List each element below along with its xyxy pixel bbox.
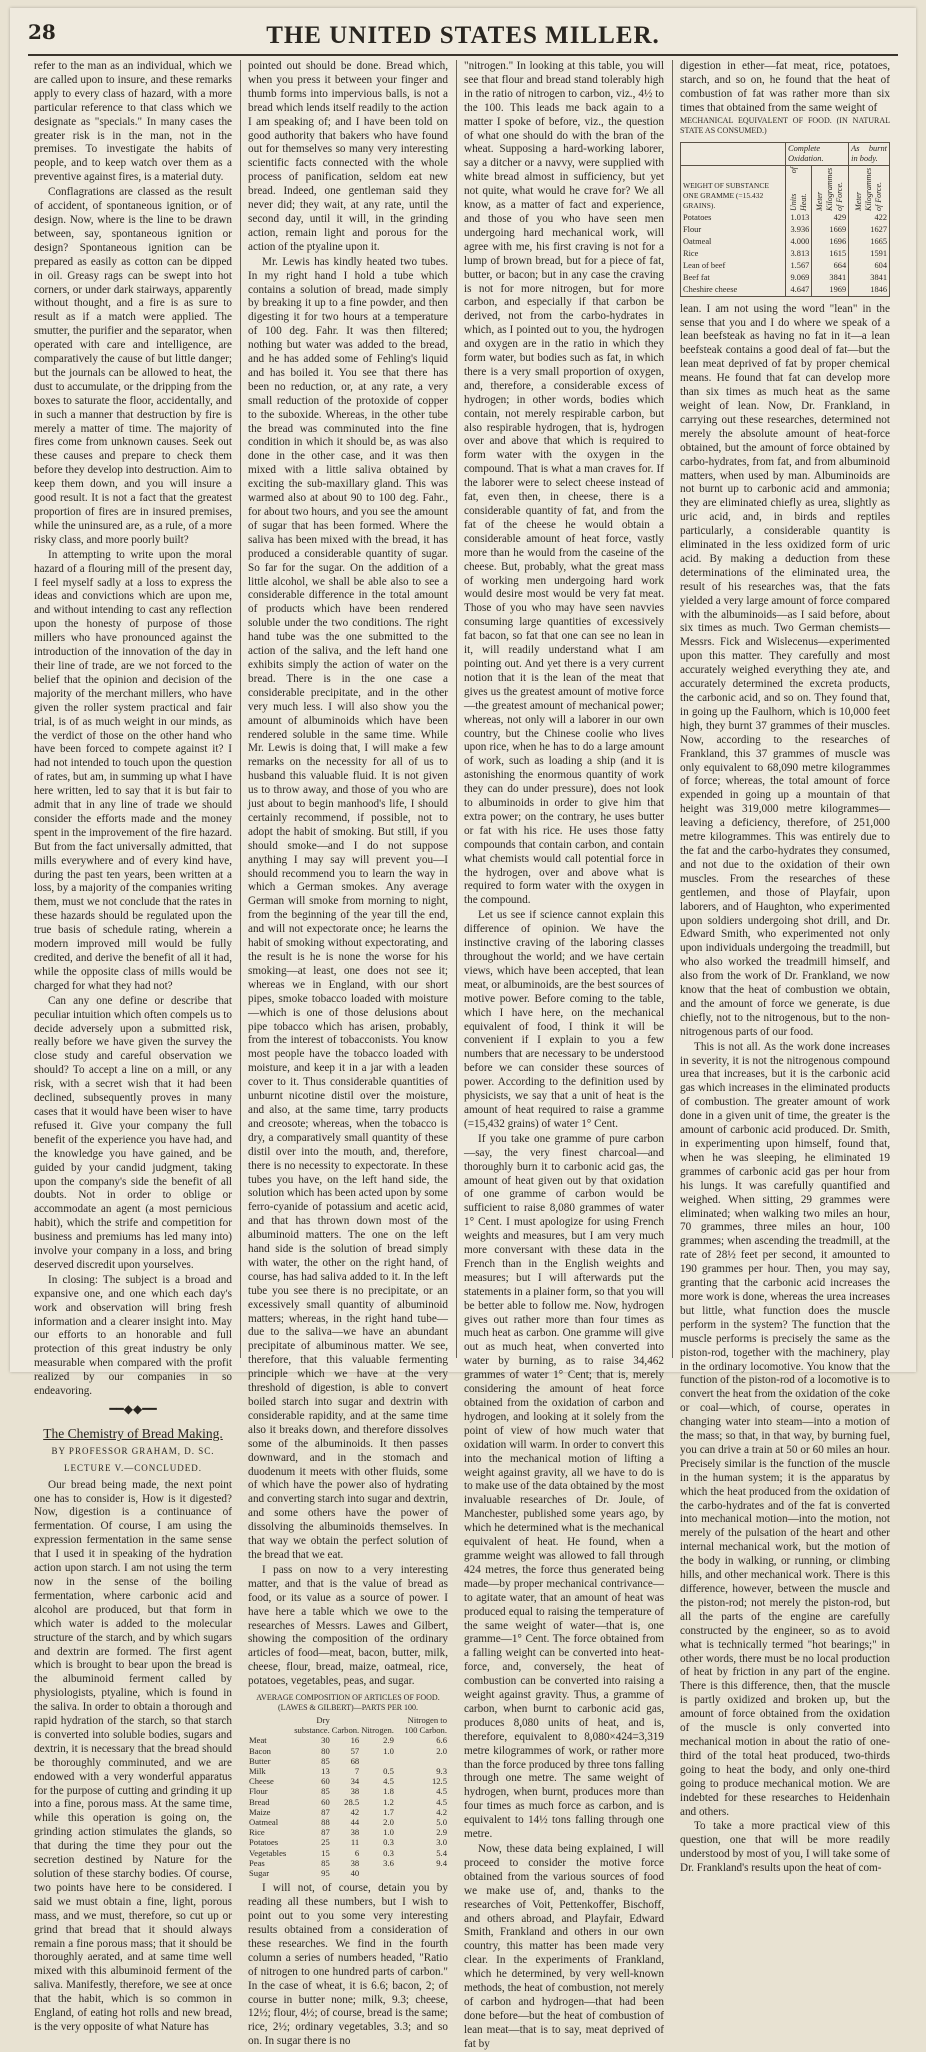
table-cell: 2.0 [436, 1745, 447, 1756]
table-cell: 4.5 [436, 1786, 447, 1797]
table-cell: 1.0 [383, 1827, 394, 1838]
table-cell: 1.013 [786, 212, 812, 224]
table-cell [395, 1868, 448, 1878]
table-row [248, 1837, 448, 1847]
table-cell: 38 [350, 1857, 360, 1868]
group-header-complete: Complete Oxidation. [786, 142, 849, 165]
column-header: Meter Kilogrammes of Force. [849, 165, 890, 212]
table-cell: 85 [321, 1857, 330, 1868]
table-row [248, 1817, 448, 1827]
table-cell: 422 [849, 212, 890, 224]
table-cell: 1615 [812, 248, 849, 260]
table-cell: 60 [321, 1776, 330, 1787]
column-4 [680, 60, 891, 1875]
row-label: Bread [249, 1796, 270, 1807]
table-row [248, 1776, 448, 1786]
column-3 [464, 60, 664, 2050]
table-cell: 6 [354, 1847, 360, 1858]
table-cell: 4.647 [786, 284, 812, 297]
table-cell: 2.9 [383, 1735, 394, 1746]
table-cell: 0.3 [383, 1847, 394, 1858]
table-cell: 1.0 [383, 1745, 394, 1756]
table-cell: 1.567 [786, 260, 812, 272]
article-title: The Chemistry of Bread Making. [43, 1425, 223, 1441]
group-header-burnt: As burnt in body. [849, 142, 890, 165]
table-cell: 664 [812, 260, 849, 272]
table-cell: 3.813 [786, 248, 812, 260]
paragraph: "nitrogen." In looking at this table, you will see that flour and bread stand tolerably high in the ratio of nitrogen to carbon, viz., 4½ to the 100. This leads me back again to a matter I spoke of before, viz., the question of what one should do with the bran of the wheat. Supposing a hard-working laborer, say a ditcher or a navvy, were supplied with white bread almost in sufficiency, but yet not quite, what would he crave for? We all know, as a matter of fact and experience, and those of you who have seen men undergoing hard mechanical work, will agree with me, his first craving is not for a lump of brown bread, but for a piece of fat, butter, or bacon; but in any case the craving is not for more nitrogen, but for more carbon, and especially if that carbon be derived, not from the carbo-hydrates in which, as I pointed out to you, the hydrogen and oxygen are in the ratio in which they form water, but bodies such as fat, in which there is a very small proportion of oxygen, and, therefore, a considerable excess of hydrogen; in other words, bodies which contain, not merely respirable carbon, but also respirable hydrogen, that is, hydrogen over and above that which is required to form water with the oxygen in the compound. That is what a man craves for. If the laborer were to select cheese instead of fat, even then, in cheese, there is a considerable quantity of fat, and from the fat of the cheese he would obtain a considerable amount of heat force, vastly more than he would from the caseine of the cheese. But, probably, what the great mass of working men undergoing hard work would desire most would be very fat meat. Those of you who may have seen navvies consuming large quantities of excessively fat bacon, so fat that one can see no lean in it, will readily understand what I am pointing out. And yet there is a very current notion that it is the lean of the meat that gives us the greatest amount of motive force—the greatest amount of mechanical power; whereas, not only will a laborer in our own country, but the Chinese coolie who lives upon rice, when he has to do a large amount of work, such as loading a ship (and it is astonishing the enormous quantity of work they can do under pressure), does not look to albuminoids in order to give him that extra power; on the contrary, he uses butter or fat with his rice. He uses those fatty compounds that contain carbon, and contain what chemists would call potential force in the hydrogen, over and above what is required to form water with the oxygen in the compound. [464, 60, 664, 907]
table-cell: 85 [321, 1755, 330, 1766]
column-rule [672, 60, 673, 1358]
table-cell: 4.000 [786, 236, 812, 248]
section-ornament: ━━◆◆━━ [109, 1402, 157, 1416]
table-cell: 15 [321, 1847, 330, 1858]
table-cell: 6.6 [436, 1735, 447, 1746]
row-label: Flour [249, 1786, 268, 1797]
table-cell: 25 [321, 1837, 330, 1848]
masthead-title: THE UNITED STATES MILLER. [266, 22, 660, 49]
table-cell: 3841 [849, 272, 890, 284]
table-cell: 85 [321, 1786, 330, 1797]
column-1 [34, 60, 232, 2033]
column-header: Dry substance. [294, 1715, 330, 1736]
table-cell: 1591 [849, 248, 890, 260]
table-cell: 68 [350, 1755, 360, 1766]
column-header: Units of Heat. [786, 165, 812, 212]
table-cell: 42 [350, 1806, 360, 1817]
paragraph: In closing: The subject is a broad and expansive one, and one which each day's work and observation will bring fresh information and a clearer insight into. May our efforts to an honorable and full protection of this great industry be only measurable when compared with the profit realized by our companies in so endeavoring. [34, 1273, 232, 1398]
row-label: Peas [249, 1857, 265, 1868]
column-header: Nitrogen. [361, 1725, 394, 1736]
paragraph: I will not, of course, detain you by reading all these numbers, but I wish to point out to you some very interesting results obtained from a consideration of these researches. We find in the fourth column a series of numbers headed, "Ratio of nitrogen to one hundred parts of carbon." In the case of wheat, it is 6.6; bacon, 2; of course in butter none; milk, 9.3; cheese, 12½; flour, 4½; of course, bread is the same; rice, 2½; ordinary vegetables, 3.3; and so on. In sugar there is no [248, 1882, 448, 2048]
newspaper-page [10, 8, 916, 2050]
table-row [248, 1735, 448, 1745]
paragraph: If you take one gramme of pure carbon—say, the very finest charcoal—and thoroughly burn it to carbonic acid gas, the amount of heat given out by that oxidation of one gramme of carbon would be sufficient to raise 8,080 grammes of water 1° Cent. I must apologize for using French weights and measures, but I am very much more conversant with these data in the French than in the English weights and measures; but I will afterwards put the statements in a plainer form, so that you will be better able to follow me. Now, hydrogen gives out rather more than four times as much heat as carbon. One gramme will give out as much heat, when converted into water by burning, as to raise 34,462 grammes of water 1° Cent; that is, merely considering the amount of heat force obtained from the oxidation of carbon and hydrogen, and looking at it solely from the point of view of how much water that oxidation will warm. In order to convert this into the mechanical motion of lifting a weight against gravity, all we have to do is to make use of the data obtained by the most invaluable researches of Dr. Joule, of Manchester, published some years ago, by which he determined what is the mechanical equivalent of heat. He found, when a gramme weight was allowed to fall through 424 metres, the force thus generated being made—by proper mechanical contrivance—to agitate water, that an amount of heat was produced equal to raising the temperature of the same weight of water—that is, one gramme—1° Cent. The force obtained from a falling weight can be converted into heat-force, and, conversely, the heat of combustion can be converted into raising a weight against gravity. Thus, a gramme of carbon, when burnt to carbonic acid gas, produces 8,080 units of heat, and is, therefore, equivalent to 8,080×424=3,319 metre kilogrammes of work, or rather more than the force produced by three tons falling through one metre. The same weight of hydrogen, when burnt, produces more than four times as much force as carbon, and is equivalent to 14½ tons falling through one metre. [464, 1132, 664, 1841]
table-row [681, 224, 890, 236]
paragraph: Can any one define or describe that peculiar intuition which often compels us to decide adversely upon a submitted risk, really before we have given the survey the close study and careful observation we should? To accept a line on a mill, or any risk, with a secret wish that it had been declined, subsequently proves in many cases that it would have been wiser to have refused it. Give your company the full benefit of the experience you have had, and the knowledge you have gained, and be guided by your candid judgment, taking upon the company's side the benefit of all doubts. Not in order to oblige or accommodate an agent (a most pernicious habit), which the strife and competition for business and premiums has led many into) involve your company in a loss, and bring deserved discredit upon yourselves. [34, 994, 232, 1271]
row-label: Meat [249, 1735, 267, 1746]
table-row [248, 1868, 448, 1878]
table-row [248, 1797, 448, 1807]
table-row [248, 1786, 448, 1796]
mechanical-table-caption: MECHANICAL EQUIVALENT OF FOOD. (IN NATURAL STATE AS CONSUMED.) [680, 115, 890, 135]
table-cell: 0.3 [383, 1837, 394, 1848]
paragraph: lean. I am not using the word "lean" in the sense that you and I do where we speak of a lean beefsteak as having no fat in it—a lean beefsteak contains a good deal of fat—but the lean meat deprived of fat by proper chemical means. He found that fat can develop more than six times as much heat as the same weight of lean. Now, Dr. Frankland, in carrying out these researches, determined not merely the absolute amount of heat-force obtained, but the amount of force obtained by carbo-hydrates, from fat, and from albuminoid matters, when used by man. Albuminoids are not burnt up to carbonic acid and ammonia; they are eliminated chiefly as urea, slightly as uric acid, and, in birds and reptiles particularly, a considerable quantity is eliminated in the less oxidized form of uric acid. By making a deduction from these determinations of the eliminated urea, the result of his researches was, that the fats yielded a very large amount of force compared with the albuminoids—as I said before, about six times as much. Two German chemists—Messrs. Fick and Wislecenus—experimented upon this matter. They carefully and most accurately weighed everything they ate, and accurately determined the excreta products, the carbonic acid, and so on. They found that, in going up the Faulhorn, which is 10,000 feet high, they burnt 37 grammes of their muscles. Now, according to the researches of Frankland, this 37 grammes of muscle was only equivalent to 68,090 metre kilogrammes of force; whereas, the total amount of force expended in going up a mountain of that height was 319,000 metre kilogrammes—leaving a deficiency, therefore, of 251,000 metre kilogrammes. This was entirely due to the fat and the carbo-hydrates they consumed, and not due to the oxidation of their own muscles. From the researches of these gentlemen, and those of Playfair, upon laborers, and of Haughton, who experimented upon soldiers undergoing shot drill, and Dr. Edward Smith, who experimented not only upon individuals undergoing the treadmill, but who also worked the treadmill himself, and also from the work of Dr. Frankland, we now know that the heat of combustion we obtain, and the amount of force we generate, is due chiefly, not to the nitrogenous, but to the non-nitrogenous parts of our food. [680, 302, 890, 1038]
paragraph: Our bread being made, the next point one has to consider is, How is it digested? Now, digestion is a continuance of fermentation. Of course, I am using the expression fermentation in the same sense that I used it in speaking of the hydration action upon starch. I am not using the term now in the sense of the boiling fermentation, where carbonic acid and alcohol are produced, but that form in which water is added to the molecular structure of the starch, and by which sugars and dextrin are formed. The first agent which is brought to bear upon the bread is the albuminoid ferment called by physiologists, ptyaline, which is found in the saliva. In order to obtain a thorough and rapid hydration of the starch, so that starch is converted into soluble bodies, sugars and dextrin, it is necessary that the bread should be thoroughly comminuted, and we are endowed with a very wonderful apparatus for the purpose of cutting and grinding it up into a fine, porous mass. At the same time, while this operation is going on, the grinding action stimulates the glands, so that during the time they pour out the secretion destined by Nature for the solution of these starchy bodies. Of course, two points have here to be considered. I said we must obtain a fine, light, porous mass, and we must, therefore, so cut up or grind that bread that it should always remain a fine porous mass; that it should be thoroughly aerated, and at same time well mixed with this albuminoid ferment of the saliva. Manifestly, therefore, we see at once that the habit, which is so common in England, of eating hot rolls and new bread, is the very opposite of what Nature has [34, 1478, 232, 2033]
table-cell: 1.7 [383, 1806, 394, 1817]
table-cell: 30 [321, 1735, 330, 1746]
table-cell: 5.4 [436, 1847, 447, 1858]
row-label: Sugar [249, 1868, 270, 1879]
row-label: Oatmeal [249, 1817, 279, 1828]
paragraph: Now, these data being explained, I will proceed to consider the motive force obtained from the various sources of food we make use of, and, thanks to the researches of Voit, Pettenkoffer, Bischoff, and others abroad, and Playfair, Edward Smith, Frankland and others in our own country, this matter has been made very clear. In the experiments of Frankland, which he determined, by very well-known methods, the heat of combustion, not merely of carbon and hydrogen—that had been done before—but the heat of combustion of lean meat—that is to say, meat deprived of fat by [464, 1843, 664, 2050]
table-cell: 1696 [812, 236, 849, 248]
paragraph: refer to the man as an individual, which we are called upon to insure, and these remarks apply to every class of hazard, with a more particular reference to that class which we designate as "specials." In many cases the greater risk is in the man, not in the premises. To investigate the habits of people, and to keep watch over them as a preventive against fires, is a material duty. [34, 60, 232, 184]
table-cell: 38 [350, 1827, 360, 1838]
paragraph: Conflagrations are classed as the result of accident, of spontaneous ignition, or of design. Now, where is the line to be drawn between, say, spontaneous ignition or design? Spontaneous ignition can be prepared as easily as cotton can be dipped in oil. Greasy rags can be swept into hot corners, or under dark stairways, apparently without thought, and a fire is as sure to result as if a match were applied. The smutter, the purifier and the separator, when operated with care and intelligence, are comparatively the cause of but little danger; but the journals can be allowed to heat, the dust to accumulate, or the dripping from the boxes to saturate the floor, accidentally, and in such a manner that destruction by fire is merely a matter of time. The majority of fires come from unknown causes. Seek out these causes and prepare to check them before they develop into destruction. Aim to keep them down, and you will insure a good result. It is not a fact that the greatest proportion of fires are in insured premises, while the uninsured are, as a rule, of a more risky class, and more poorly built? [34, 186, 232, 546]
column-rule [240, 60, 241, 1358]
table-cell: 429 [812, 212, 849, 224]
table-cell [395, 1756, 448, 1766]
mechanical-table-body [681, 212, 890, 297]
table-cell: 88 [321, 1817, 330, 1828]
paragraph: To take a more practical view of this question, one that will be more readily understood by most of you, I will take some of Dr. Frankland's results upon the heat of com- [680, 1820, 890, 1875]
table-cell: 2.9 [436, 1827, 447, 1838]
table-cell: 0.5 [383, 1766, 394, 1777]
table-cell: 3.0 [436, 1837, 447, 1848]
table-cell: 9.3 [436, 1766, 447, 1777]
table-row [681, 284, 890, 297]
table-cell: 11 [350, 1837, 360, 1848]
table-cell: 4.2 [436, 1806, 447, 1817]
table-cell: 7 [354, 1766, 360, 1777]
empty-header [681, 142, 786, 165]
row-label: Butter [249, 1755, 271, 1766]
table-cell: 13 [321, 1766, 330, 1777]
table-cell: 1627 [849, 224, 890, 236]
row-label: Vegetables [249, 1847, 287, 1858]
row-label: Rice [249, 1827, 265, 1838]
paragraph: Mr. Lewis has kindly heated two tubes. In my right hand I hold a tube which contains a solution of bread, made simply by breaking it up to a fine powder, and then digesting it for two hours at a temperature of 100 deg. Fahr. It was then filtered; nothing but water was added to the bread, and he has added some of Fehling's liquid and has boiled it. You see that there has been no reduction, or, at any rate, a very small reduction of the protoxide of copper to the suboxide. Whereas, in the other tube the bread was comminuted into the fine condition in which it should be, as was also done in the other case, and it was then mixed with a little saliva obtained by exciting the sub-maxillary gland. This was warmed also at about 90 to 100 deg. Fahr., for about two hours, and you see the amount of sugar that has been formed. Where the saliva has been mixed with the bread, it has produced a considerable quantity of sugar. So far for the sugar. On the addition of a little alcohol, we shall be able also to see a considerable difference in the total amount of products which have been rendered soluble under the two conditions. The right hand tube was the one submitted to the action of the saliva, and the left hand one exhibits simply the action of water on the bread. There is in the one case a considerable precipitate, and in the other very much less. I will also show you the amount of albuminoids which have been rendered soluble in the same time. While Mr. Lewis is doing that, I will make a few remarks on the necessity for all of us to husband this valuable fluid. It is not given us to throw away, and those of you who are just about to begin manhood's life, I should certainly recommend, if possible, not to adopt the habit of smoking. But still, if you should smoke—and I do not suppose anything I may say will prevent you—I should recommend you to learn the way in which a German smokes. Any average German will smoke from morning to night, from the beginning of the year till the end, and will not expectorate once; he learns the habit of smoking without expectorating, and the result is he is none the worse for his smoking—at least, one does not see it; whereas we in England, with our short pipes, smoke tobacco loaded with moisture—which is one of those delusions about pipe tobacco which has arisen, probably, from the interest of tobacconists. You know most people have the tobacco loaded with moisture, and keep it in a jar with a leaden cover to it. Thus considerable quantities of unburnt nicotine distil over the moisture, and also, at the same time, tarry products and creosote; whereas, when the tobacco is dry, a comparatively small quantity of these distil over into the mouth, and, therefore, there is no necessity to expectorate. In these tubes you have, on the left hand side, the solution which has been acted upon by some ferro-cyanide of potassium and acetic acid, and that has thrown down most of the albuminoid matters. The one on the left hand side is the solution of bread simply with water, the other on the right hand, of course, has had saliva added to it. In the left tube you see there is no precipitate, or an excessively small quantity of albuminoid matters; whereas, in the right hand tube—due to the saliva—we have an abundant precipitate of albuminous matter. We see, therefore, that this valuable fermenting principle which we have at the very threshold of digestion, is able to convert boiled starch into sugar and dextrin with considerable rapidity, and at the same time also it breaks down, and therefore dissolves some of the albuminoids. It then passes downward, and in the stomach and duodenum it meets with other fluids, some of which have the power also of hydrating and converting starch into sugar and dextrin, and some others have the power of dissolving the albuminoids themselves. In that way we obtain the perfect solution of the bread that we eat. [248, 255, 448, 1561]
table-cell: 87 [321, 1806, 330, 1817]
table-row [681, 272, 890, 284]
table-cell: 34 [350, 1776, 360, 1787]
article-byline: BY PROFESSOR GRAHAM, D. SC. [51, 1445, 215, 1456]
table-cell: 1.8 [383, 1786, 394, 1797]
paragraph: I pass on now to a very interesting matter, and that is the value of bread as food, or its value as a source of power. I have here a table which we owe to the researches of Messrs. Lawes and Gilbert, showing the composition of the ordinary articles of food—meat, bacon, butter, milk, cheese, flour, bread, maize, oatmeal, rice, potatoes, vegetables, peas, and sugar. [248, 1563, 448, 1688]
composition-table [248, 1715, 448, 1878]
table-cell: 95 [321, 1868, 330, 1879]
table-cell: 604 [849, 260, 890, 272]
row-label: Lean of beef [681, 260, 786, 272]
table-row [248, 1756, 448, 1766]
table-row [681, 212, 890, 224]
table-row [681, 260, 890, 272]
table-cell: 2.0 [383, 1817, 394, 1828]
row-label: Oatmeal [681, 236, 786, 248]
table-cell [360, 1868, 395, 1878]
table-cell: 9.4 [436, 1857, 447, 1868]
paragraph: Let us see if science cannot explain this difference of opinion. We have the instinctive craving of the laboring classes throughout the world; and we have certain views, which have been accepted, that lean meat, or albuminoids, are the best sources of motive power. Before coming to the table, which I have here, on the mechanical equivalent of food, I think it will be convenient if I explain to you a few numbers that are necessary to be understood before we can consider these sources of power. According to the definition used by physicists, we say that a unit of heat is the amount of heat required to raise a gramme (=15,432 grains) of water 1° Cent. [464, 909, 664, 1130]
row-label: Cheshire cheese [681, 284, 786, 297]
composition-table-body [248, 1735, 448, 1878]
mechanical-equivalent-table [680, 142, 890, 297]
table-cell: 1669 [812, 224, 849, 236]
column-rule [456, 60, 457, 1358]
row-label: Bacon [249, 1745, 271, 1756]
table-cell: 12.5 [431, 1776, 447, 1787]
lecture-label: LECTURE V.—CONCLUDED. [64, 1462, 202, 1473]
table-cell: 38 [350, 1786, 360, 1797]
column-header: Meter Kilogrammes of Force. [812, 165, 849, 212]
row-label: Potatoes [681, 212, 786, 224]
table-group-header-row [681, 142, 890, 165]
page-header [28, 16, 898, 56]
table-row [248, 1766, 448, 1776]
table-cell: 1846 [849, 284, 890, 297]
row-label: Rice [681, 248, 786, 260]
composition-table-caption: AVERAGE COMPOSITION OF ARTICLES OF FOOD. (LAWES & GILBERT)—PARTS PER 100. [256, 1693, 440, 1713]
table-cell: 4.5 [383, 1776, 394, 1787]
table-row [681, 236, 890, 248]
paragraph: In attempting to write upon the moral hazard of a flouring mill of the present day, I feel myself sadly at a loss to express the ideas and convictions which are upon me, and without intending to cast any reflection upon the honesty of purpose of those millers who have pronounced against the introduction of the innovation of the day in their line of trade, are we not forced to the belief that the opinion and decision of the majority of the merchant millers, who have given the roller system practical and fair trial, is of as much weight in our minds, as the verdict of those on the other hand who have been forced to compete against it? I had not intended to touch upon the question of rates, but am, in summing up what I have here written, led to say that it is but fair to admit that in any line of trade we should consider the efforts made and the money spent in the improvement of the fire hazard. But from the fact universally admitted, that mills everywhere and of every kind have, during the past ten years, been written at a loss, by a majority of the companies writing them, must we not conclude that the rates in these hazards should be regulated upon the true basis of schedule rating, wherein a modern improved mill would be fully credited, and derive the benefit of all it had, while the opposite class of mills would be charged for what they had not? [34, 548, 232, 992]
table-cell: 16 [350, 1735, 360, 1746]
table-header-row [248, 1715, 448, 1735]
table-cell: 80 [321, 1745, 330, 1756]
table-cell: 28.5 [344, 1796, 360, 1807]
row-label: Maize [249, 1806, 271, 1817]
table-row [681, 248, 890, 260]
column-header: Nitrogen to 100 Carbon. [404, 1715, 447, 1736]
paragraph: pointed out should be done. Bread which, when you press it between your finger and thumb forms into impervious balls, is not a bread which lends itself readily to the action I am speaking of; and I have been told on good authority that bakers who have found out for themselves so many very interesting scientific facts connected with the whole process of panification, seldom eat new bread. Indeed, one gentleman said they never did; they wait, at any rate, until the second day, until it will, in the grinding action, remain light and porous for the action of the ptyaline upon it. [248, 60, 448, 253]
table-cell: 44 [350, 1817, 360, 1828]
table-cell: 3.6 [383, 1857, 394, 1868]
table-cell: 40 [350, 1868, 360, 1879]
insurance-article-body [34, 60, 232, 1399]
row-label: Cheese [249, 1776, 274, 1787]
column-header: Carbon. [331, 1725, 360, 1736]
table-row [248, 1827, 448, 1837]
row-label: Flour [681, 224, 786, 236]
table-cell: 60 [321, 1796, 330, 1807]
table-row [248, 1848, 448, 1858]
table-cell: 3841 [812, 272, 849, 284]
page-number: 28 [28, 20, 56, 44]
table-cell: 1.2 [383, 1796, 394, 1807]
table-cell: 57 [350, 1745, 360, 1756]
row-label: Beef fat [681, 272, 786, 284]
table-row [248, 1858, 448, 1868]
table-cell: 1665 [849, 236, 890, 248]
table-cell: 9.069 [786, 272, 812, 284]
table-cell [360, 1756, 395, 1766]
table-cell: 3.936 [786, 224, 812, 236]
paragraph: digestion in ether—fat meat, rice, potatoes, starch, and so on, he found that the heat of combustion of fat was rather more than six times that obtained from the same weight of [680, 60, 890, 114]
column-header [248, 1715, 287, 1735]
table-cell: 5.0 [436, 1817, 447, 1828]
row-label: Potatoes [249, 1837, 279, 1848]
column-2 [248, 60, 448, 2048]
table-cell: 4.5 [436, 1796, 447, 1807]
table-cell: 87 [321, 1827, 330, 1838]
row-label: Milk [249, 1766, 266, 1777]
paragraph: This is not all. As the work done increases in severity, it is not the nitrogenous compound urea that increases, but it is the carbonic acid gas which increases in the eliminated products of combustion. The greater amount of work done in a given unit of time, the greater is the amount of carbonic acid produced. Dr. Smith, in experimenting upon himself, found that, when he was sleeping, he eliminated 19 grammes of carbonic acid gas per hour from his lungs. It was carefully quantified and weighed. When sitting, 29 grammes were eliminated; when walking two miles an hour, 70 grammes, three miles an hour, 100 grammes; when ascending the treadmill, at the rate of 28½ feet per second, it amounted to 190 grammes per hour. Then, you may say, granting that the carbonic acid increases the more work is done, whereas the urea increases but little, what function does the muscle perform in the system? The function that the muscle performs is precisely the same as the piston-rod, together with the machinery, play in the ordinary locomotive. You know that the function of the piston-rod of a locomotive is to convert the heat from the oxidation of the coke or coal—which, of course, operates in changing water into steam—into a motion of the mass; so that, in that way, by burning fuel, you can drive a train at 50 or 60 miles an hour. Precisely similar is the function of the muscle in the human system; it is the apparatus by which the heat produced from the oxidation of the carbo-hydrates and of the fat is converted into mechanical motion—into the motion, not merely of the pulsation of the heart and other internal mechanical work, but the motion of the body in walking, or running, or climbing hills, and other mechanical work. There is this difference, however, between the muscle and the piston-rod; not merely the piston-rod, but all the parts of the engine are carefully constructed by the engineer, so as to avoid what is technically termed "hot bearings;" in other words, there must be no local production of heat by friction in any part of the engine. There is this difference, then, that the muscle is partly oxidized and broken up, but the amount of force obtained from the oxidation of the muscle is only converted into mechanical motion in about the ratio of one-third of the total heat produced, two-thirds going to heat the body, and only one-third going to produce mechanical motion. We are indebted for these researches to Heidenhain and others. [680, 1040, 891, 1818]
table-row [248, 1746, 448, 1756]
table-row [248, 1807, 448, 1817]
table-header-row [681, 165, 890, 212]
table-cell: 1969 [812, 284, 849, 297]
row-header-label: WEIGHT OF SUBSTANCE ONE GRAMME (=15.432 GRAINS). [683, 180, 769, 210]
